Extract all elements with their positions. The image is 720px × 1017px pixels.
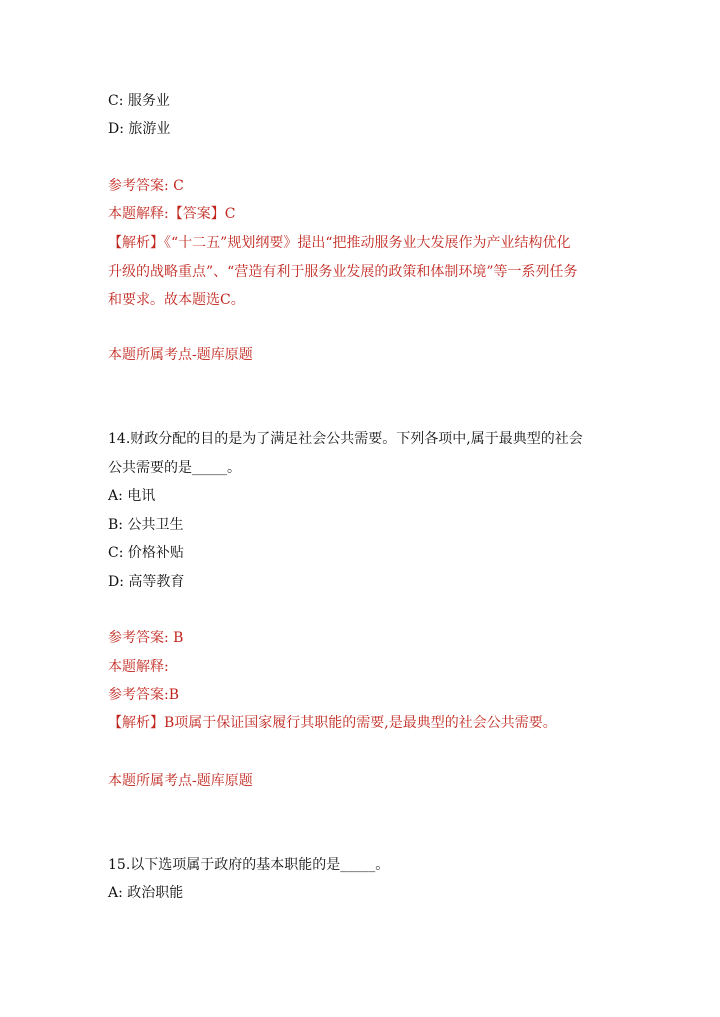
q13-reference-answer: 参考答案: C bbox=[108, 178, 184, 194]
q14-reference-answer-2: 参考答案:B bbox=[108, 687, 180, 703]
q13-option-d: D: 旅游业 bbox=[108, 121, 171, 137]
q14-reference-answer: 参考答案: B bbox=[108, 630, 184, 646]
q15-option-a: A: 政治职能 bbox=[108, 885, 184, 901]
q14-option-d: D: 高等教育 bbox=[108, 574, 185, 590]
q13-analysis-line-2: 升级的战略重点”、“营造有利于服务业发展的政策和体制环境”等一系列任务 bbox=[108, 264, 578, 280]
q15-question: 15.以下选项属于政府的基本职能的是_____。 bbox=[108, 857, 390, 873]
q14-question-line-2: 公共需要的是_____。 bbox=[108, 460, 241, 476]
q14-knowledge-point: 本题所属考点-题库原题 bbox=[108, 773, 253, 789]
q13-explanation-header: 本题解释:【答案】C bbox=[108, 206, 236, 222]
q14-explanation-header: 本题解释: bbox=[108, 659, 169, 675]
q14-option-b: B: 公共卫生 bbox=[108, 517, 184, 533]
q13-analysis-line-3: 和要求。故本题选C。 bbox=[108, 292, 245, 308]
q14-option-a: A: 电讯 bbox=[108, 488, 156, 504]
q13-knowledge-point: 本题所属考点-题库原题 bbox=[108, 347, 253, 363]
q13-analysis-line-1: 【解析】《“十二五”规划纲要》提出“把推动服务业大发展作为产业结构优化 bbox=[108, 235, 571, 251]
q14-question-line-1: 14.财政分配的目的是为了满足社会公共需要。下列各项中,属于最典型的社会 bbox=[108, 431, 583, 447]
q13-option-c: C: 服务业 bbox=[108, 93, 170, 109]
q14-analysis: 【解析】B项属于保证国家履行其职能的需要,是最典型的社会公共需要。 bbox=[108, 715, 557, 731]
q14-option-c: C: 价格补贴 bbox=[108, 545, 184, 561]
